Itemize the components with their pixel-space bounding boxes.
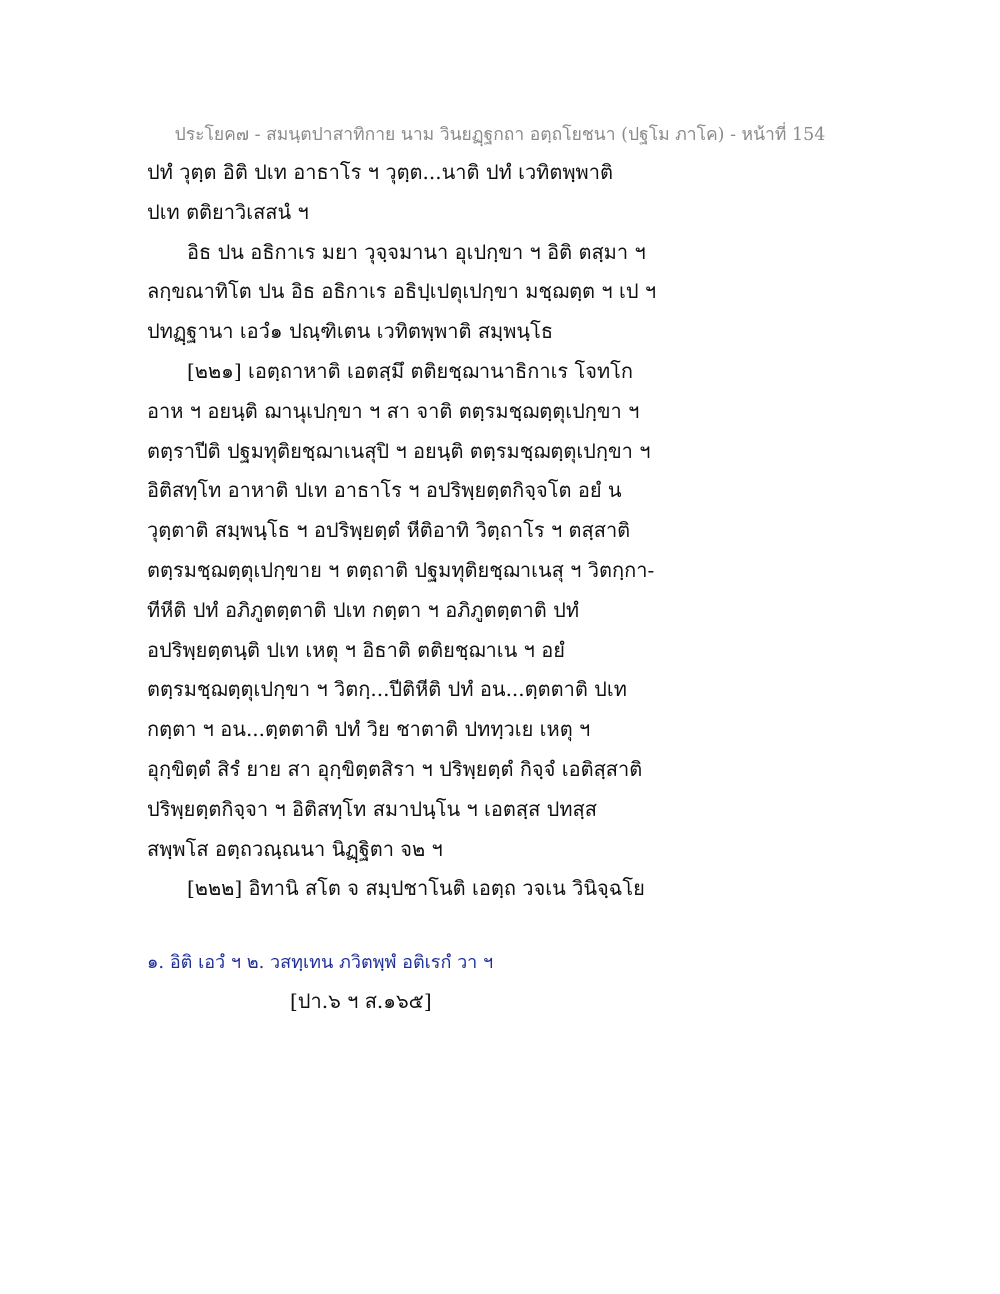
- page-reference: [ปา.๖ ฯ ส.๑๖๕]: [290, 989, 432, 1013]
- text-line: ลกฺขณาทิโต ปน อิธ อธิกาเร อธิปฺเปตุเปกฺขา มชฺฌตฺต ฯ เป ฯ: [147, 279, 657, 304]
- text-line: วุตฺตาติ สมฺพนฺโธ ฯ อปริพฺยตฺตํ หีติอาทิ วิตฺถาโร ฯ ตสฺสาติ: [147, 518, 631, 543]
- text-line: ปทฏฺฐานา เอวํ๑ ปณฺฑิเตน เวทิตพฺพาติ สมฺพนฺโธ: [147, 319, 554, 344]
- text-line: ตตฺรมชฺฌตฺตุเปกฺขาย ฯ ตตฺถาติ ปฐมทุติยชฺฌาเนสุ ฯ วิตกฺกา-: [147, 557, 655, 582]
- text-line: อาห ฯ อยนฺติ ฌานุเปกฺขา ฯ สา จาติ ตตฺรมชฺฌตฺตุเปกฺขา ฯ: [147, 398, 640, 423]
- text-line: ปทํ วุตฺต อิติ ปเท อาธาโร ฯ วุตฺต...นาติ ปทํ เวทิตพฺพาติ: [147, 160, 613, 184]
- text-line: กตฺตา ฯ อน...ตฺตตาติ ปทํ วิย ชาตาติ ปททฺวเย เหตุ ฯ: [147, 717, 591, 742]
- text-line: ตตฺราปีติ ปฐมทุติยชฺฌาเนสุปิ ฯ อยนฺติ ตตฺรมชฺฌตฺตุเปกฺขา ฯ: [147, 438, 651, 463]
- text-line: ทีหีติ ปทํ อภิภูตตฺตาติ ปเท กตฺตา ฯ อภิภูตตฺตาติ ปทํ: [147, 597, 580, 622]
- text-line: [๒๒๒] อิทานิ สโต จ สมฺปชาโนติ เอตฺถ วจเน วินิจฺฉโย: [187, 876, 645, 901]
- text-line: ปเท ตติยาวิเสสนํ ฯ: [147, 199, 309, 224]
- text-line: ปริพฺยตฺตกิจฺจา ฯ อิติสทฺโท สมาปนฺโน ฯ เอตสฺส ปทสฺส: [147, 796, 597, 821]
- text-line: อปริพฺยตฺตนฺติ ปเท เหตุ ฯ อิธาติ ตติยชฺฌาเน ฯ อยํ: [147, 637, 565, 662]
- footnote: ๑. อิติ เอวํ ฯ ๒. วสทฺเทน ภวิตพฺพํ อติเรกํ วา ฯ: [147, 952, 494, 973]
- text-line: สพฺพโส อตฺถวณฺณนา นิฏฺฐิตา จ๒ ฯ: [147, 836, 443, 861]
- text-line: อิธ ปน อธิกาเร มยา วุจฺจมานา อุเปกฺขา ฯ อิติ ตสฺมา ฯ: [187, 239, 646, 264]
- running-header: ประโยค๗ - สมนฺตปาสาทิกาย นาม วินยฏฺฐกถา อตฺถโยชนา (ปฐโม ภาโค) - หน้าที่ 154: [174, 125, 826, 145]
- text-line: [๒๒๑] เอตฺถาหาติ เอตสฺมึ ตติยชฺฌานาธิกาเร โจทโก: [187, 358, 634, 383]
- text-line: อุกฺขิตฺตํ สิรํ ยาย สา อุกฺขิตฺตสิรา ฯ ปริพฺยตฺตํ กิจฺจํ เอติสฺสาติ: [147, 756, 643, 781]
- text-line: ตตฺรมชฺฌตฺตุเปกฺขา ฯ วิตกฺ...ปีติหีติ ปทํ อน...ตฺตตาติ ปเท: [147, 677, 627, 702]
- body-text: [147, 153, 907, 909]
- text-line: อิติสทฺโท อาหาติ ปเท อาธาโร ฯ อปริพฺยตฺตกิจฺจโต อยํ น: [147, 478, 622, 503]
